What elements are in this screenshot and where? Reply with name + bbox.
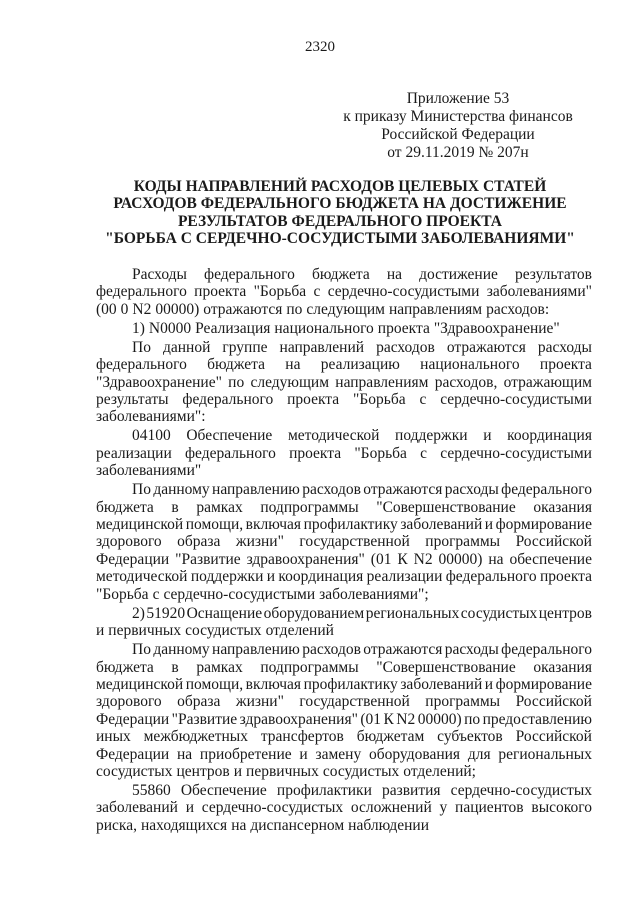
text-line: Расходы федерального бюджета на достижение результатов (132, 266, 592, 283)
text-line: бюджета в рамках подпрограммы "Совершенствование оказания (96, 498, 592, 516)
text-line: "Борьба с сердечно-сосудистыми заболеваниями"; (96, 585, 429, 603)
text-line: Федерации на приобретение и замену оборудования для региональных (96, 745, 592, 763)
text-line: заболеваний и сердечно-сосудистых осложнений у пациентов высокого (96, 799, 592, 817)
text-line: 04100 Обеспечение методической поддержки и координация (132, 427, 592, 445)
text-line: федерального проекта "Борьба с сердечно-сосудистыми заболеваниями" (96, 283, 592, 301)
text-line: реализации федерального проекта "Борьба с сердечно-сосудистыми (96, 444, 592, 462)
text-line: бюджета в рамках подпрограммы "Совершенствование оказания (96, 658, 592, 676)
text-line: Федерации "Развитие здравоохранения" (01 К N2 00000) по предоставлению (96, 710, 592, 728)
text-line: и первичных сосудистых отделений (96, 622, 334, 640)
appendix-line: Российской Федерации (381, 126, 535, 143)
text-line: Федерации "Развитие здравоохранения" (01 К N2 00000) на обеспечение (96, 550, 592, 568)
text-line: иных межбюджетных трансфертов бюджетам субъектов Российской (96, 728, 592, 746)
title-line: КОДЫ НАПРАВЛЕНИЙ РАСХОДОВ ЦЕЛЕВЫХ СТАТЕЙ (133, 178, 547, 195)
title-line: РАСХОДОВ ФЕДЕРАЛЬНОГО БЮДЖЕТА НА ДОСТИЖЕНИЕ (113, 195, 567, 213)
paragraph (96, 481, 592, 603)
appendix-line: от 29.11.2019 № 207н (387, 144, 529, 161)
text-line: (00 0 N2 00000) отражаются по следующим направлениям расходов: (96, 300, 550, 318)
text-line: медицинской помощи, включая профилактику заболеваний и формирование (96, 675, 592, 693)
text-line: По данному направлению расходов отражаются расходы федерального (132, 641, 592, 659)
text-line: здорового образа жизни" государственной программы Российской (96, 693, 592, 711)
text-line: По данной группе направлений расходов отражаются расходы (132, 338, 592, 356)
text-line: здорового образа жизни" государственной программы Российской (96, 533, 592, 551)
text-line: методической поддержки и координация реализации федерального проекта (96, 568, 592, 586)
text-line: 1) N0000 Реализация национального проекта "Здравоохранение" (132, 319, 560, 337)
text-line: "Здравоохранение" по следующим направлениям расходов, отражающим (96, 373, 592, 391)
paragraph (96, 605, 592, 640)
paragraph (96, 427, 592, 479)
text-line: 2) 51920 Оснащение оборудованием региональных сосудистых центров (132, 604, 592, 622)
text-line: 55860 Обеспечение профилактики развития сердечно-сосудистых (132, 781, 592, 799)
document-body (96, 266, 592, 836)
title-line: РЕЗУЛЬТАТОВ ФЕДЕРАЛЬНОГО ПРОЕКТА (177, 212, 503, 230)
paragraph (96, 266, 592, 318)
title-line: "БОРЬБА С СЕРДЕЧНО-СОСУДИСТЫМИ ЗАБОЛЕВАНИЯМИ" (105, 229, 575, 247)
paragraph (96, 320, 592, 337)
appendix-line: к приказу Министерства финансов (343, 108, 573, 125)
paragraph (96, 782, 592, 834)
appendix-line: Приложение 53 (406, 90, 510, 107)
text-line: заболеваниями": (96, 408, 206, 426)
paragraph (96, 339, 592, 426)
text-line: медицинской помощи, включая профилактику заболеваний и формирование (96, 516, 592, 534)
appendix-block (330, 90, 586, 162)
text-line: По данному направлению расходов отражаются расходы федерального (132, 481, 592, 499)
text-line: результаты федерального проекта "Борьба с сердечно-сосудистыми (96, 391, 592, 409)
text-line: сосудистых центров и первичных сосудистых отделений; (96, 762, 476, 780)
page-number: 2320 (305, 39, 335, 55)
text-line: риска, находящихся на диспансерном наблюдении (96, 816, 430, 834)
text-line: заболеваниями" (96, 462, 202, 480)
document-title (90, 178, 590, 247)
paragraph (96, 641, 592, 780)
text-line: федерального бюджета на реализацию национального проекта (96, 356, 592, 374)
